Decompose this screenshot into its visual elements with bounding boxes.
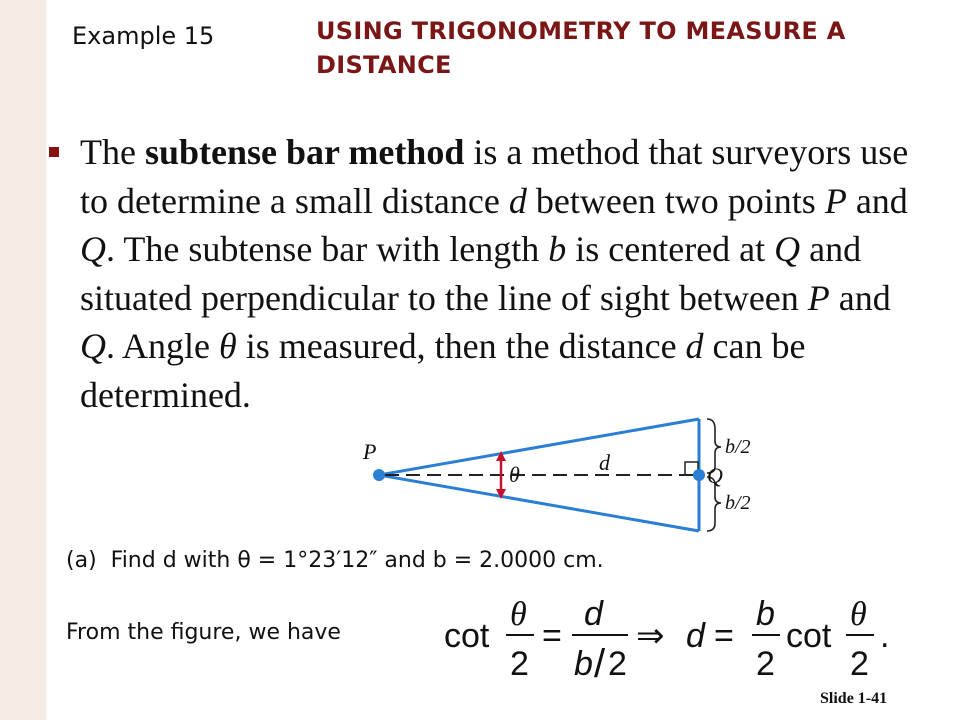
label-b2-top: b/2: [725, 436, 751, 458]
label-d: d: [599, 450, 610, 475]
slide-number: Slide 1-41: [820, 690, 888, 707]
formula-b-num: b: [756, 595, 775, 633]
cot-formula: [440, 595, 900, 685]
formula-cot-1: cot: [444, 617, 490, 655]
formula-slash: /: [594, 642, 606, 685]
formula-theta-1: θ: [510, 596, 527, 633]
slide-title: USING TRIGONOMETRY TO MEASURE A DISTANCE: [316, 17, 846, 79]
body-paragraph: The subtense bar method is a method that surveyors use to determine a small distance d between two points P and Q. The subtense bar with length b is centered at Q and situated perpendicular to the line of sight between P and Q. Angle θ is measured, then the distance d can be determined.: [80, 132, 909, 415]
formula-b-den: b: [574, 645, 593, 683]
formula-cot-2: cot: [786, 617, 832, 655]
from-figure-text: From the figure, we have: [66, 620, 341, 645]
part-a-question: (a) Find d with θ = 1°23′12″ and b = 2.0000 cm.: [66, 548, 604, 573]
left-sidebar-band: [0, 0, 46, 720]
point-P: [373, 469, 385, 481]
formula-two-den: 2: [608, 645, 627, 683]
upper-sight-line: [379, 419, 699, 475]
label-P: P: [363, 439, 377, 464]
formula-theta-2: θ: [850, 596, 867, 633]
formula-two-2: 2: [756, 645, 775, 683]
formula-d-num: d: [584, 595, 603, 633]
example-label: Example 15: [72, 22, 215, 50]
formula-two-3: 2: [850, 645, 869, 683]
bullet-marker: [49, 147, 59, 157]
formula-d: d: [686, 617, 705, 655]
formula-implies: ⇒: [636, 616, 665, 656]
subtense-bar-figure: [355, 415, 785, 545]
label-theta: θ: [509, 462, 520, 487]
lower-sight-line: [379, 475, 699, 531]
formula-eq-1: =: [542, 617, 562, 655]
formula-two-1: 2: [510, 645, 529, 683]
formula-period: .: [880, 617, 890, 655]
formula-eq-2: =: [714, 617, 734, 655]
label-b2-bottom: b/2: [725, 492, 751, 514]
label-Q: Q: [707, 463, 723, 488]
term-subtense-bar-method: subtense bar method: [144, 132, 465, 172]
point-Q: [693, 469, 705, 481]
